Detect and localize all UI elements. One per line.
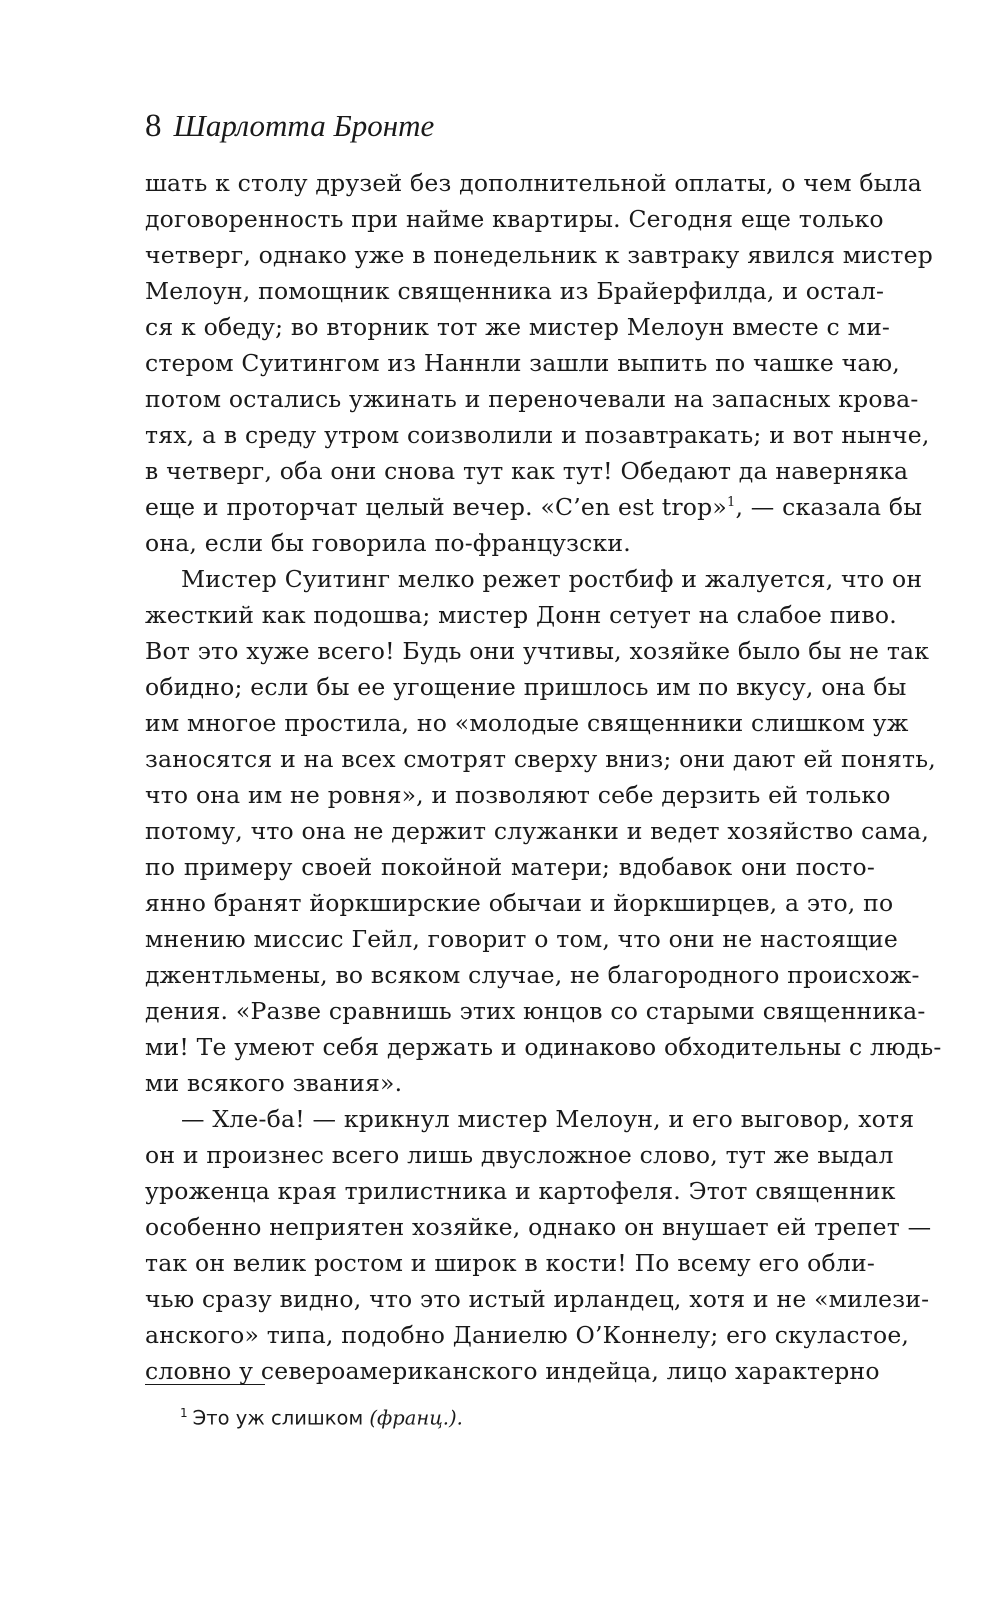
- text-line: им многое простила, но «молодые священники слишком уж: [145, 709, 909, 737]
- page-header: [145, 106, 434, 146]
- text-line: мнению миссис Гейл, говорит о том, что они не настоящие: [145, 925, 899, 953]
- text-line: четверг, однако уже в понедельник к завтраку явился мистер: [145, 241, 933, 269]
- text-line: ми всякого звания».: [145, 1069, 403, 1097]
- text-line: он и произнес всего лишь двусложное слово, тут же выдал: [145, 1141, 894, 1169]
- paragraph-start: Мистер Суитинг мелко режет ростбиф и жалуется, что он: [181, 565, 923, 593]
- text-segment: еще и проторчат целый вечер. «C’en est trop»: [145, 493, 727, 521]
- footnote-text: Это уж слишком: [192, 1406, 364, 1430]
- text-line: в четверг, оба они снова тут как тут! Обедают да наверняка: [145, 457, 909, 485]
- text-line: стером Суитингом из Наннли зашли выпить по чашке чаю,: [145, 349, 900, 377]
- body-text: [145, 165, 942, 1389]
- text-segment: , — сказала бы: [735, 493, 923, 521]
- text-line: жесткий как подошва; мистер Донн сетует на слабое пиво.: [145, 601, 897, 629]
- text-line: заносятся и на всех смотрят сверху вниз; они дают ей понять,: [145, 745, 936, 773]
- text-line: обидно; если бы ее угощение пришлось им по вкусу, она бы: [145, 673, 907, 701]
- text-line: Мелоун, помощник священника из Брайерфилда, и остал-: [145, 277, 885, 305]
- text-line: особенно неприятен хозяйке, однако он внушает ей трепет —: [145, 1213, 932, 1241]
- text-line-with-footnote-ref: [145, 489, 923, 525]
- footnote-language-note: (франц.).: [369, 1406, 463, 1430]
- text-line: тях, а в среду утром соизволили и позавтракать; и вот нынче,: [145, 421, 930, 449]
- paragraph-start: — Хле-ба! — крикнул мистер Мелоун, и его выговор, хотя: [181, 1105, 915, 1133]
- text-line: ми! Те умеют себя держать и одинаково обходительны с людь-: [145, 1033, 942, 1061]
- text-line: договоренность при найме квартиры. Сегодня еще только: [145, 205, 884, 233]
- text-line: по примеру своей покойной матери; вдобавок они посто-: [145, 853, 875, 881]
- footnote-marker: 1: [180, 1406, 188, 1420]
- text-line: потому, что она не держит служанки и ведет хозяйство сама,: [145, 817, 930, 845]
- text-line: так он велик ростом и широк в кости! По всему его обли-: [145, 1249, 875, 1277]
- text-line: словно у североамериканского индейца, лицо характерно: [145, 1357, 880, 1385]
- page-number: 8: [145, 108, 162, 144]
- text-line: потом остались ужинать и переночевали на запасных крова-: [145, 385, 919, 413]
- text-line: ся к обеду; во вторник тот же мистер Мелоун вместе с ми-: [145, 313, 891, 341]
- text-line: Вот это хуже всего! Будь они учтивы, хозяйке было бы не так: [145, 637, 930, 665]
- text-line: янно бранят йоркширские обычаи и йоркширцев, а это, по: [145, 889, 894, 917]
- text-line: она, если бы говорила по-французски.: [145, 529, 631, 557]
- running-head-author: Шарлотта Бронте: [173, 108, 435, 143]
- text-line: уроженца края трилистника и картофеля. Этот священник: [145, 1177, 896, 1205]
- text-line: дения. «Разве сравнишь этих юнцов со старыми священника-: [145, 997, 926, 1025]
- footnote-separator: [145, 1384, 265, 1385]
- text-line: анского» типа, подобно Даниелю О’Коннелу; его скуластое,: [145, 1321, 910, 1349]
- text-line: что она им не ровня», и позволяют себе дерзить ей только: [145, 781, 891, 809]
- text-line: шать к столу друзей без дополнительной оплаты, о чем была: [145, 169, 923, 197]
- text-line: чью сразу видно, что это истый ирландец, хотя и не «милези-: [145, 1285, 930, 1313]
- footnote: [180, 1400, 463, 1432]
- text-line: джентльмены, во всяком случае, не благородного происхож-: [145, 961, 920, 989]
- footnote-ref-marker: 1: [726, 495, 736, 511]
